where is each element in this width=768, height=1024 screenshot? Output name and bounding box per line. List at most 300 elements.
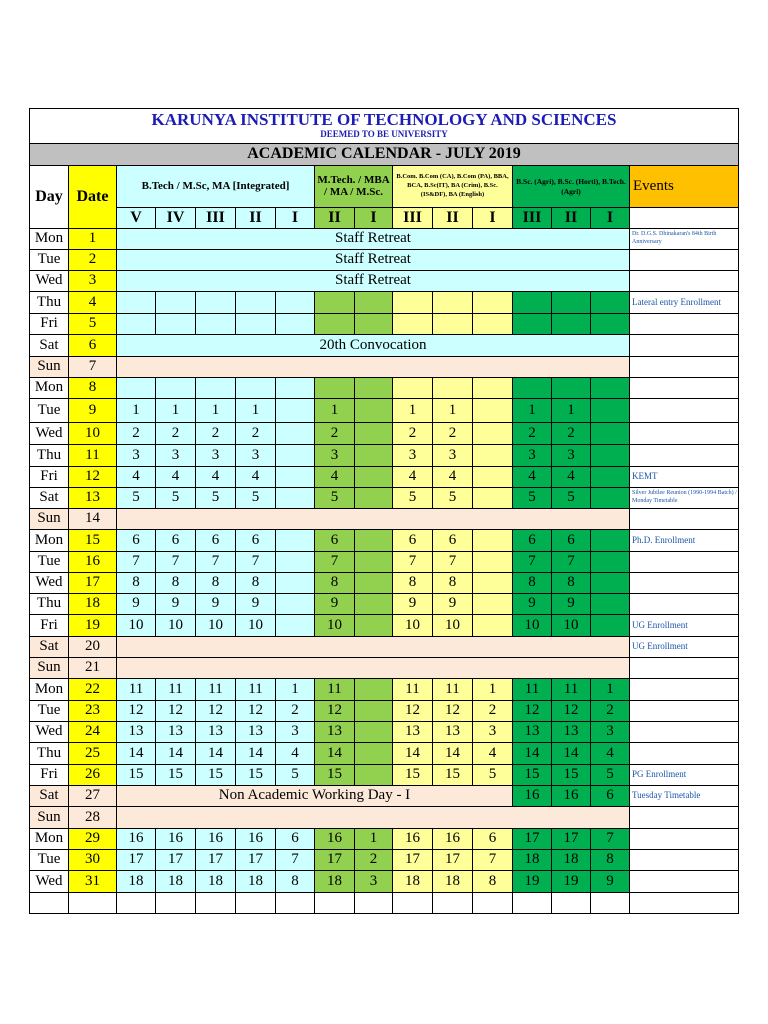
row-7-day: Sun (29, 356, 69, 378)
row-18-cell-4 (275, 593, 315, 615)
row-30-cell-1: 17 (155, 849, 196, 871)
row-2-merged: Staff Retreat (116, 249, 630, 271)
row-30-cell-3: 17 (235, 849, 276, 871)
row-19-cell-9 (472, 614, 513, 637)
row-26-cell-3: 15 (235, 764, 276, 786)
row-13-cell-10: 5 (512, 487, 552, 509)
row-31-cell-3: 18 (235, 870, 276, 893)
calendar-title: ACADEMIC CALENDAR - JULY 2019 (29, 143, 739, 166)
row-4-cell-10 (512, 291, 552, 314)
row-18-cell-10: 9 (512, 593, 552, 615)
row-10-cell-6 (354, 422, 393, 445)
row-blank-cell-0 (116, 892, 156, 914)
row-26-cell-9: 5 (472, 764, 513, 786)
row-blank-cell-8 (432, 892, 473, 914)
row-31-cell-12: 9 (590, 870, 630, 893)
row-8-cell-11 (551, 377, 591, 399)
row-26-event: PG Enrollment (629, 764, 739, 786)
row-15-cell-1: 6 (155, 529, 196, 552)
row-25-cell-6 (354, 742, 393, 765)
row-29-cell-6: 1 (354, 828, 393, 850)
row-18-cell-11: 9 (551, 593, 591, 615)
row-30-cell-5: 17 (314, 849, 355, 871)
row-26-cell-6 (354, 764, 393, 786)
row-17-cell-2: 8 (195, 572, 236, 594)
row-29-event (629, 828, 739, 850)
row-16-cell-1: 7 (155, 551, 196, 573)
row-9-cell-4 (275, 398, 315, 423)
row-28-merged (116, 806, 630, 829)
row-20-event: UG Enrollment (629, 636, 739, 658)
row-30-cell-10: 18 (512, 849, 552, 871)
row-19-event: UG Enrollment (629, 614, 739, 637)
row-12-cell-7: 4 (392, 466, 433, 488)
row-4-cell-9 (472, 291, 513, 314)
row-23-cell-9: 2 (472, 700, 513, 722)
row-29-cell-5: 16 (314, 828, 355, 850)
row-31-event (629, 870, 739, 893)
semester-header-2: III (195, 207, 236, 229)
row-9-cell-11: 1 (551, 398, 591, 423)
row-blank-event (629, 892, 739, 914)
row-26-day: Fri (29, 764, 69, 786)
row-17-event (629, 572, 739, 594)
row-25-cell-8: 14 (432, 742, 473, 765)
row-30-cell-4: 7 (275, 849, 315, 871)
row-10-cell-9 (472, 422, 513, 445)
row-17-date: 17 (68, 572, 117, 594)
row-1-event: Dr. D.G.S. Dhinakaran's 84th Birth Anniversary (629, 228, 739, 250)
row-18-cell-9 (472, 593, 513, 615)
row-31-cell-9: 8 (472, 870, 513, 893)
row-22-cell-0: 11 (116, 678, 156, 701)
row-blank-cell-5 (314, 892, 355, 914)
row-8-cell-9 (472, 377, 513, 399)
row-26-cell-4: 5 (275, 764, 315, 786)
row-23-cell-6 (354, 700, 393, 722)
row-8-cell-7 (392, 377, 433, 399)
row-10-cell-0: 2 (116, 422, 156, 445)
row-9-cell-2: 1 (195, 398, 236, 423)
row-4-cell-6 (354, 291, 393, 314)
row-9-cell-12 (590, 398, 630, 423)
row-6-day: Sat (29, 334, 69, 357)
row-26-cell-1: 15 (155, 764, 196, 786)
row-5-cell-3 (235, 313, 276, 335)
row-9-cell-1: 1 (155, 398, 196, 423)
row-10-cell-4 (275, 422, 315, 445)
events-header: Events (629, 165, 739, 208)
row-5-day: Fri (29, 313, 69, 335)
row-26-cell-8: 15 (432, 764, 473, 786)
row-27-event: Tuesday Timetable (629, 785, 739, 807)
row-10-cell-7: 2 (392, 422, 433, 445)
semester-header-5: II (314, 207, 355, 229)
row-1-date: 1 (68, 228, 117, 250)
row-29-cell-10: 17 (512, 828, 552, 850)
row-10-cell-10: 2 (512, 422, 552, 445)
row-blank-cell-2 (195, 892, 236, 914)
group-bcom-header: B.Com. B.Com (CA), B.Com (PA), BBA, BCA, B.Sc(IT), BA (Crim), B.Sc. (IS&DF), BA (English) (392, 165, 513, 208)
row-9-cell-0: 1 (116, 398, 156, 423)
row-16-date: 16 (68, 551, 117, 573)
row-19-cell-6 (354, 614, 393, 637)
row-17-cell-7: 8 (392, 572, 433, 594)
row-10-cell-11: 2 (551, 422, 591, 445)
row-11-cell-6 (354, 444, 393, 467)
row-12-cell-9 (472, 466, 513, 488)
row-11-cell-1: 3 (155, 444, 196, 467)
row-24-cell-3: 13 (235, 721, 276, 743)
row-6-event (629, 334, 739, 357)
row-4-event: Lateral entry Enrollment (629, 291, 739, 314)
row-blank-date (68, 892, 117, 914)
row-13-cell-1: 5 (155, 487, 196, 509)
row-28-date: 28 (68, 806, 117, 829)
row-5-cell-11 (551, 313, 591, 335)
row-31-cell-8: 18 (432, 870, 473, 893)
row-5-cell-10 (512, 313, 552, 335)
row-19-cell-8: 10 (432, 614, 473, 637)
row-23-cell-5: 12 (314, 700, 355, 722)
row-12-cell-11: 4 (551, 466, 591, 488)
row-2-date: 2 (68, 249, 117, 271)
row-18-cell-8: 9 (432, 593, 473, 615)
row-19-cell-4 (275, 614, 315, 637)
row-27-cell-10: 16 (512, 785, 552, 807)
row-12-day: Fri (29, 466, 69, 488)
row-29-cell-0: 16 (116, 828, 156, 850)
row-16-day: Tue (29, 551, 69, 573)
row-blank-cell-11 (551, 892, 591, 914)
row-19-cell-7: 10 (392, 614, 433, 637)
row-22-cell-6 (354, 678, 393, 701)
row-17-cell-12 (590, 572, 630, 594)
row-15-cell-0: 6 (116, 529, 156, 552)
row-22-cell-1: 11 (155, 678, 196, 701)
row-31-cell-10: 19 (512, 870, 552, 893)
row-9-cell-6 (354, 398, 393, 423)
row-10-day: Wed (29, 422, 69, 445)
semester-header-10: III (512, 207, 552, 229)
row-16-cell-5: 7 (314, 551, 355, 573)
row-blank-day (29, 892, 69, 914)
row-29-cell-11: 17 (551, 828, 591, 850)
row-17-cell-0: 8 (116, 572, 156, 594)
row-25-cell-5: 14 (314, 742, 355, 765)
row-15-cell-9 (472, 529, 513, 552)
row-8-cell-5 (314, 377, 355, 399)
row-30-cell-0: 17 (116, 849, 156, 871)
row-12-cell-3: 4 (235, 466, 276, 488)
row-29-cell-7: 16 (392, 828, 433, 850)
row-24-cell-0: 13 (116, 721, 156, 743)
row-16-cell-9 (472, 551, 513, 573)
row-24-cell-9: 3 (472, 721, 513, 743)
row-3-date: 3 (68, 270, 117, 292)
row-15-cell-11: 6 (551, 529, 591, 552)
row-23-cell-0: 12 (116, 700, 156, 722)
row-25-day: Thu (29, 742, 69, 765)
row-29-day: Mon (29, 828, 69, 850)
row-30-cell-8: 17 (432, 849, 473, 871)
row-22-cell-2: 11 (195, 678, 236, 701)
row-16-event (629, 551, 739, 573)
row-30-cell-6: 2 (354, 849, 393, 871)
row-22-cell-5: 11 (314, 678, 355, 701)
row-11-cell-7: 3 (392, 444, 433, 467)
row-4-cell-2 (195, 291, 236, 314)
row-18-cell-2: 9 (195, 593, 236, 615)
row-14-merged (116, 508, 630, 530)
row-30-cell-11: 18 (551, 849, 591, 871)
row-10-event (629, 422, 739, 445)
semester-header-9: I (472, 207, 513, 229)
row-8-cell-8 (432, 377, 473, 399)
row-13-event: Silver Jubilee Reunion (1990-1994 Batch) / Monday Timetable (629, 487, 739, 509)
row-29-cell-8: 16 (432, 828, 473, 850)
row-31-cell-2: 18 (195, 870, 236, 893)
row-31-date: 31 (68, 870, 117, 893)
row-1-day: Mon (29, 228, 69, 250)
row-30-cell-9: 7 (472, 849, 513, 871)
row-14-day: Sun (29, 508, 69, 530)
row-12-cell-2: 4 (195, 466, 236, 488)
row-17-cell-3: 8 (235, 572, 276, 594)
row-26-cell-10: 15 (512, 764, 552, 786)
row-15-event: Ph.D. Enrollment (629, 529, 739, 552)
row-8-cell-10 (512, 377, 552, 399)
university-subtitle: DEEMED TO BE UNIVERSITY (320, 129, 448, 139)
row-23-cell-8: 12 (432, 700, 473, 722)
row-blank-cell-1 (155, 892, 196, 914)
row-17-cell-10: 8 (512, 572, 552, 594)
row-8-cell-6 (354, 377, 393, 399)
row-24-cell-4: 3 (275, 721, 315, 743)
row-22-cell-10: 11 (512, 678, 552, 701)
row-22-cell-11: 11 (551, 678, 591, 701)
row-5-event (629, 313, 739, 335)
row-27-day: Sat (29, 785, 69, 807)
row-18-cell-5: 9 (314, 593, 355, 615)
row-23-cell-11: 12 (551, 700, 591, 722)
row-19-cell-5: 10 (314, 614, 355, 637)
semester-header-1: IV (155, 207, 196, 229)
row-blank-cell-10 (512, 892, 552, 914)
row-26-cell-11: 15 (551, 764, 591, 786)
row-blank-cell-7 (392, 892, 433, 914)
row-9-day: Tue (29, 398, 69, 423)
row-4-cell-3 (235, 291, 276, 314)
row-26-cell-2: 15 (195, 764, 236, 786)
row-18-cell-6 (354, 593, 393, 615)
row-6-date: 6 (68, 334, 117, 357)
row-12-event: KEMT (629, 466, 739, 488)
row-25-cell-2: 14 (195, 742, 236, 765)
events-header-blank (629, 207, 739, 229)
row-22-cell-12: 1 (590, 678, 630, 701)
row-11-date: 11 (68, 444, 117, 467)
row-12-cell-1: 4 (155, 466, 196, 488)
row-5-cell-9 (472, 313, 513, 335)
row-24-cell-7: 13 (392, 721, 433, 743)
row-blank-cell-12 (590, 892, 630, 914)
row-25-cell-4: 4 (275, 742, 315, 765)
row-16-cell-10: 7 (512, 551, 552, 573)
semester-header-7: III (392, 207, 433, 229)
row-15-cell-6 (354, 529, 393, 552)
row-25-event (629, 742, 739, 765)
row-24-cell-1: 13 (155, 721, 196, 743)
row-18-day: Thu (29, 593, 69, 615)
row-24-cell-6 (354, 721, 393, 743)
row-10-cell-1: 2 (155, 422, 196, 445)
row-8-day: Mon (29, 377, 69, 399)
row-5-cell-4 (275, 313, 315, 335)
row-13-date: 13 (68, 487, 117, 509)
row-25-cell-9: 4 (472, 742, 513, 765)
row-19-cell-1: 10 (155, 614, 196, 637)
row-12-cell-8: 4 (432, 466, 473, 488)
row-14-event (629, 508, 739, 530)
row-13-cell-11: 5 (551, 487, 591, 509)
row-23-date: 23 (68, 700, 117, 722)
semester-header-3: II (235, 207, 276, 229)
row-25-cell-10: 14 (512, 742, 552, 765)
row-23-cell-7: 12 (392, 700, 433, 722)
row-31-cell-11: 19 (551, 870, 591, 893)
row-17-cell-1: 8 (155, 572, 196, 594)
row-13-cell-8: 5 (432, 487, 473, 509)
group-btech-header: B.Tech / M.Sc, MA [Integrated] (116, 165, 315, 208)
row-18-cell-7: 9 (392, 593, 433, 615)
row-12-cell-0: 4 (116, 466, 156, 488)
row-5-cell-0 (116, 313, 156, 335)
group-mtech-header: M.Tech. / MBA / MA / M.Sc. (314, 165, 393, 208)
row-29-cell-2: 16 (195, 828, 236, 850)
row-22-cell-4: 1 (275, 678, 315, 701)
row-24-date: 24 (68, 721, 117, 743)
row-10-cell-5: 2 (314, 422, 355, 445)
row-23-cell-1: 12 (155, 700, 196, 722)
row-30-date: 30 (68, 849, 117, 871)
row-16-cell-4 (275, 551, 315, 573)
row-29-cell-9: 6 (472, 828, 513, 850)
row-blank-cell-4 (275, 892, 315, 914)
semester-header-8: II (432, 207, 473, 229)
row-4-cell-0 (116, 291, 156, 314)
row-30-day: Tue (29, 849, 69, 871)
row-4-cell-1 (155, 291, 196, 314)
row-22-day: Mon (29, 678, 69, 701)
row-4-day: Thu (29, 291, 69, 314)
row-6-merged: 20th Convocation (116, 334, 630, 357)
row-16-cell-11: 7 (551, 551, 591, 573)
row-16-cell-3: 7 (235, 551, 276, 573)
row-4-date: 4 (68, 291, 117, 314)
row-11-cell-9 (472, 444, 513, 467)
row-18-date: 18 (68, 593, 117, 615)
row-8-cell-1 (155, 377, 196, 399)
row-7-event (629, 356, 739, 378)
row-19-day: Fri (29, 614, 69, 637)
row-19-cell-12 (590, 614, 630, 637)
row-26-cell-5: 15 (314, 764, 355, 786)
row-10-cell-2: 2 (195, 422, 236, 445)
row-7-merged (116, 356, 630, 378)
row-13-cell-6 (354, 487, 393, 509)
row-27-cell-11: 16 (551, 785, 591, 807)
row-20-merged (116, 636, 630, 658)
row-5-cell-6 (354, 313, 393, 335)
row-31-day: Wed (29, 870, 69, 893)
row-4-cell-7 (392, 291, 433, 314)
row-9-date: 9 (68, 398, 117, 423)
row-13-cell-12 (590, 487, 630, 509)
row-18-cell-3: 9 (235, 593, 276, 615)
row-31-cell-6: 3 (354, 870, 393, 893)
row-25-cell-7: 14 (392, 742, 433, 765)
row-4-cell-4 (275, 291, 315, 314)
row-1-merged: Staff Retreat (116, 228, 630, 250)
row-9-event (629, 398, 739, 423)
row-29-cell-12: 7 (590, 828, 630, 850)
row-23-cell-4: 2 (275, 700, 315, 722)
row-4-cell-8 (432, 291, 473, 314)
row-13-cell-0: 5 (116, 487, 156, 509)
row-22-cell-3: 11 (235, 678, 276, 701)
row-9-cell-9 (472, 398, 513, 423)
row-8-event (629, 377, 739, 399)
institute-title: KARUNYA INSTITUTE OF TECHNOLOGY AND SCIENCES (29, 108, 739, 144)
row-26-cell-0: 15 (116, 764, 156, 786)
row-10-cell-12 (590, 422, 630, 445)
row-19-date: 19 (68, 614, 117, 637)
row-12-cell-5: 4 (314, 466, 355, 488)
row-13-cell-4 (275, 487, 315, 509)
row-30-event (629, 849, 739, 871)
row-27-date: 27 (68, 785, 117, 807)
semester-header-6: I (354, 207, 393, 229)
row-10-date: 10 (68, 422, 117, 445)
row-5-cell-1 (155, 313, 196, 335)
row-19-cell-2: 10 (195, 614, 236, 637)
row-23-cell-12: 2 (590, 700, 630, 722)
row-14-date: 14 (68, 508, 117, 530)
row-27-cell-12: 6 (590, 785, 630, 807)
row-24-event (629, 721, 739, 743)
row-9-cell-3: 1 (235, 398, 276, 423)
row-31-cell-0: 18 (116, 870, 156, 893)
row-16-cell-6 (354, 551, 393, 573)
row-13-cell-3: 5 (235, 487, 276, 509)
row-22-date: 22 (68, 678, 117, 701)
row-15-cell-4 (275, 529, 315, 552)
row-15-cell-7: 6 (392, 529, 433, 552)
row-5-date: 5 (68, 313, 117, 335)
row-25-cell-3: 14 (235, 742, 276, 765)
row-31-cell-4: 8 (275, 870, 315, 893)
row-24-cell-11: 13 (551, 721, 591, 743)
row-26-cell-7: 15 (392, 764, 433, 786)
row-23-day: Tue (29, 700, 69, 722)
row-2-event (629, 249, 739, 271)
row-10-cell-8: 2 (432, 422, 473, 445)
row-29-cell-1: 16 (155, 828, 196, 850)
row-17-cell-6 (354, 572, 393, 594)
day-header: Day (29, 165, 69, 229)
row-blank-cell-6 (354, 892, 393, 914)
